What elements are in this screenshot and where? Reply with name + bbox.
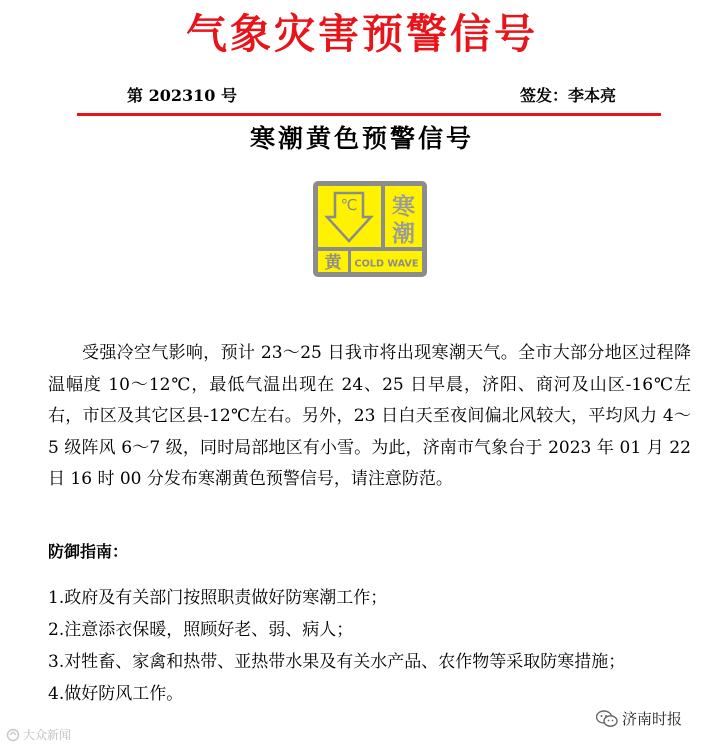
source-label xyxy=(592,706,686,731)
watermark-logo-icon xyxy=(6,728,20,742)
cold-wave-yellow-warning-icon xyxy=(313,181,427,277)
svg-text:黄: 黄 xyxy=(324,253,342,273)
red-divider xyxy=(77,113,661,116)
document-number: 第 202310 号 xyxy=(127,86,237,105)
document-title: 寒潮黄色预警信号 xyxy=(249,124,474,153)
svg-text:寒: 寒 xyxy=(392,194,415,220)
svg-text:℃: ℃ xyxy=(340,196,358,214)
defense-guide-heading: 防御指南： xyxy=(48,542,129,561)
list-item: 4.做好防风工作。 xyxy=(48,683,184,704)
wechat-official-account-icon xyxy=(596,710,618,728)
watermark-text: 大众新闻 xyxy=(23,728,72,742)
svg-text:潮: 潮 xyxy=(392,221,415,247)
source-name: 济南时报 xyxy=(622,710,683,728)
warning-body-text: 受强冷空气影响，预计 23～25 日我市将出现寒潮天气。全市大部分地区过程降温幅度 10～12℃，最低气温出现在 24、25 日早晨，济阳、商河及山区-16℃左右，市区及其它区县-12℃左右。另外，23 日白天至夜间偏北风较大，平均风力 4～5 级阵风 6～7 级，同时局部地区有小雪。为此，济南市气象台于 2023 年 01 月 22 日 16 时 00 分发布寒潮黄色预警信号，请注意防范。 xyxy=(48,343,691,489)
list-item: 1.政府及有关部门按照职责做好防寒潮工作； xyxy=(48,588,388,608)
list-item: 2.注意添衣保暖，照顾好老、弱、病人； xyxy=(48,619,354,640)
masthead-title: 气象灾害预警信号 xyxy=(186,10,538,58)
list-item: 3.对牲畜、家禽和热带、亚热带水果及有关水产品、农作物等采取防寒措施； xyxy=(48,652,626,672)
defense-guide-list xyxy=(48,583,691,710)
signer: 签发：李本亮 xyxy=(520,86,617,105)
watermark xyxy=(6,726,71,743)
svg-text:COLD WAVE: COLD WAVE xyxy=(354,258,419,270)
